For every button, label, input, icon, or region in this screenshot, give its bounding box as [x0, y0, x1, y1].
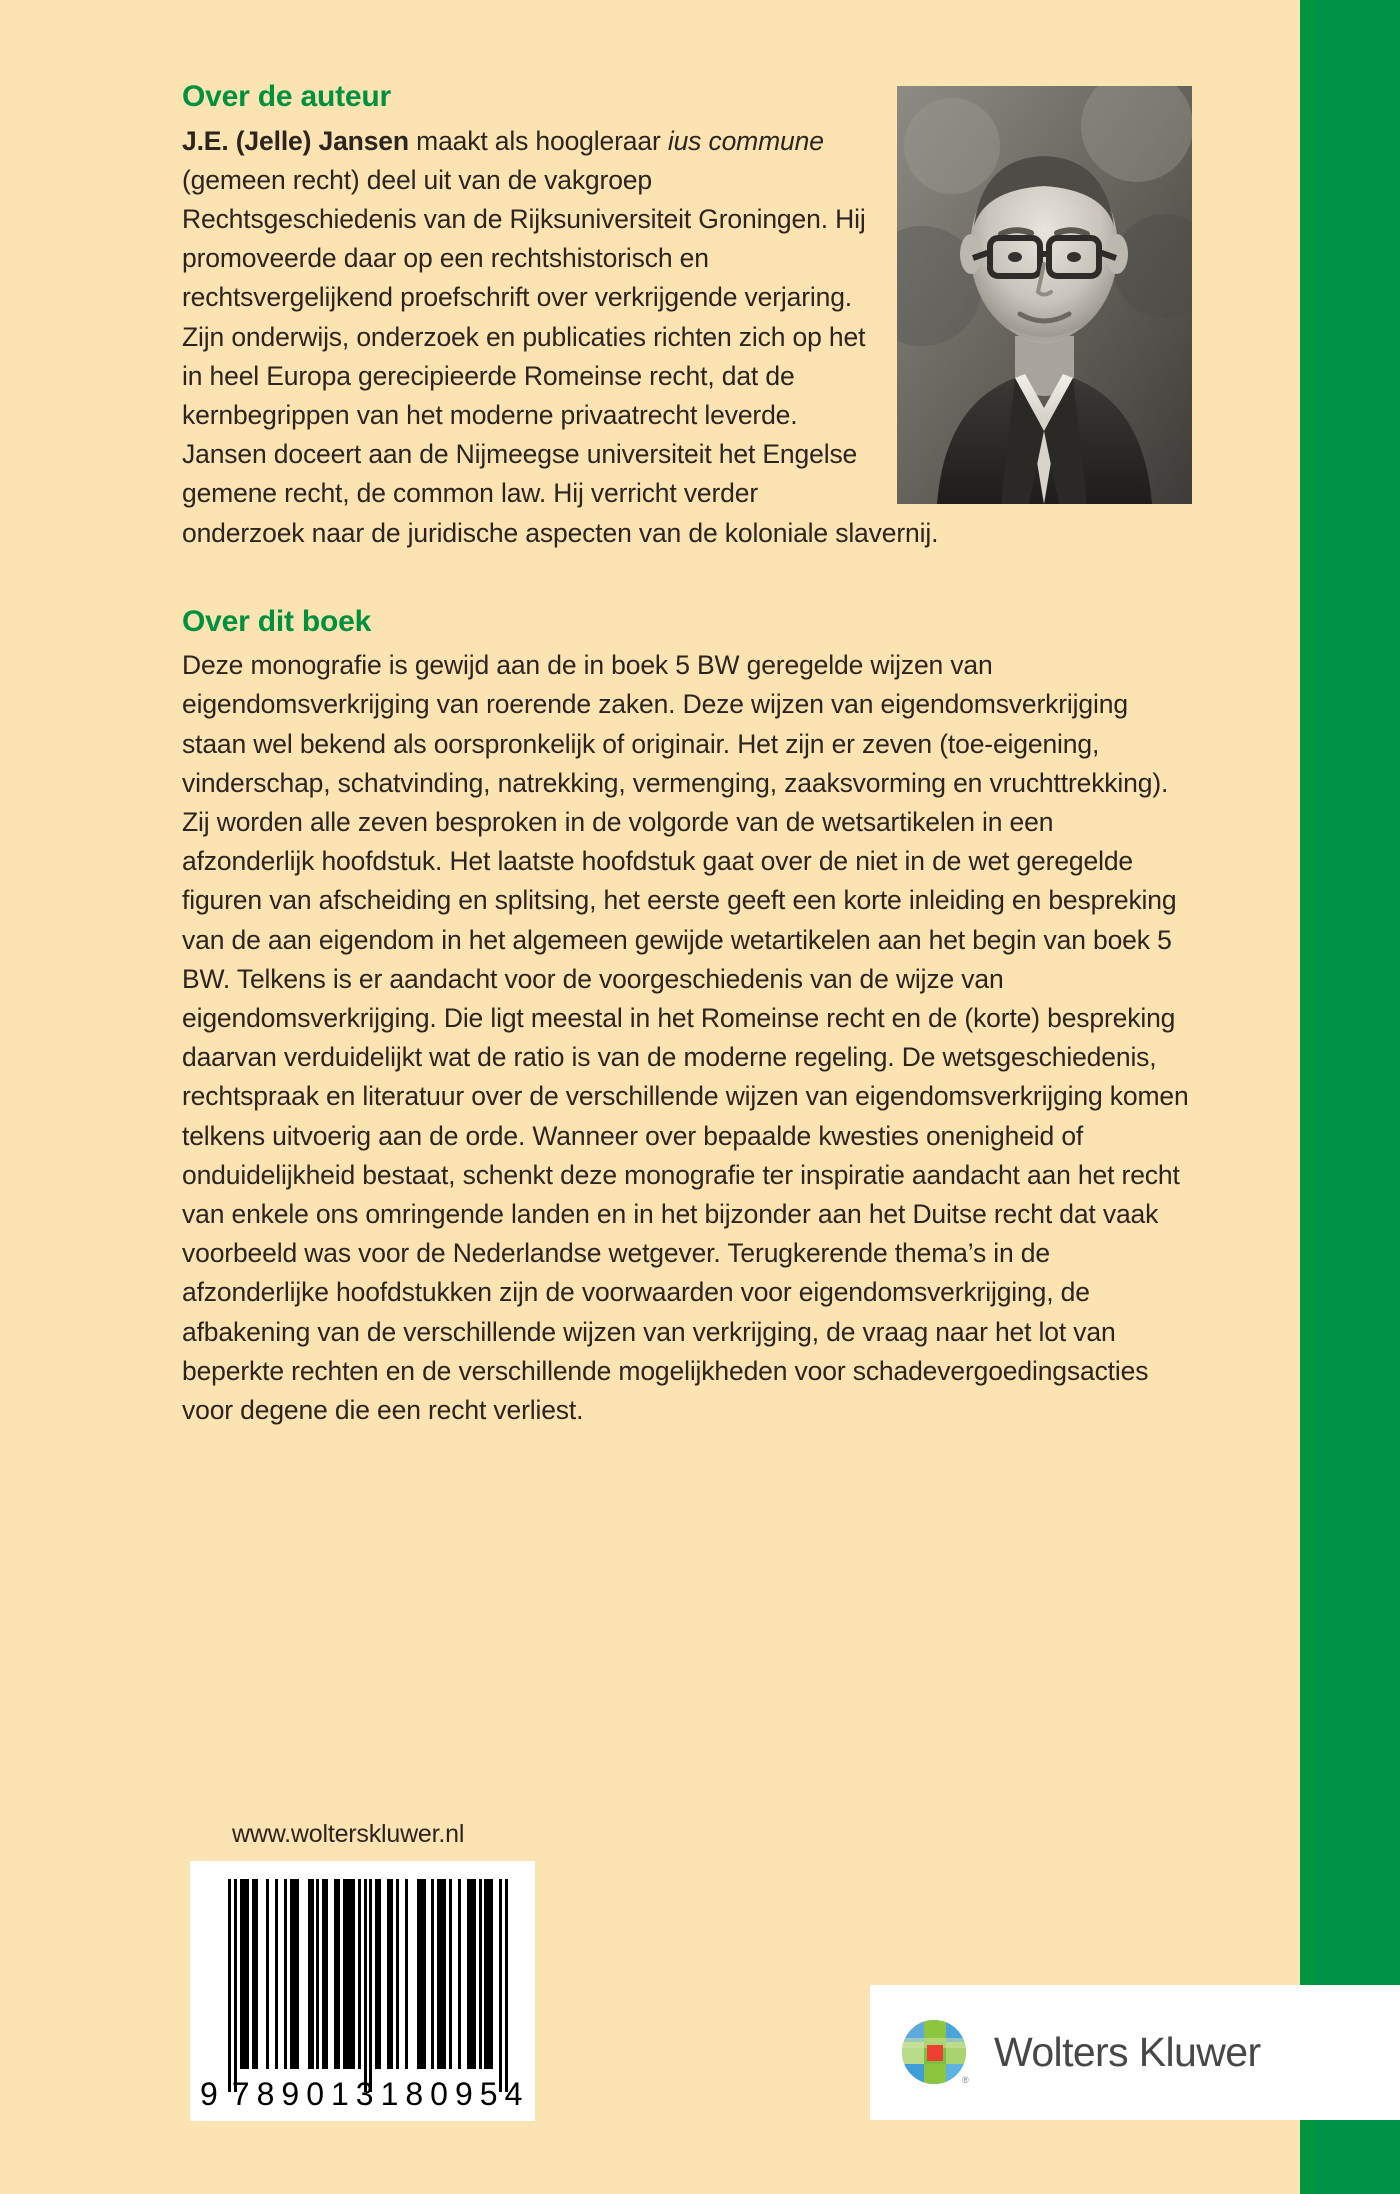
publisher-logo-plate — [870, 1985, 1400, 2120]
author-text-after-name: maakt als hoogleraar — [408, 125, 668, 156]
publisher-name-text: Wolters Kluwer — [994, 2029, 1261, 2075]
wolters-kluwer-globe-icon — [898, 2016, 972, 2090]
spine-band-inner — [1315, 0, 1400, 2194]
publisher-website-url[interactable]: www.wolterskluwer.nl — [232, 1820, 465, 1848]
barcode-bars — [228, 1879, 508, 2069]
globe-icon-svg — [898, 2016, 972, 2090]
barcode-digits — [200, 2076, 530, 2113]
barcode-group-right: 180954 — [380, 2076, 530, 2112]
author-text-rest: (gemeen recht) deel uit van de vakgroep Rechtsgeschiedenis van de Rijksuniversiteit Groningen. Hij promoveerde daar op een rechtshistorisch en rechtsvergelijkend proefschrift over verkrijgende verjaring. Zijn onderwijs, onderzoek en publicaties richten zich op het in heel Europa gerecipieerde Romeinse recht, dat de kernbegrippen van het moderne privaatrecht leverde. Jansen doceert aan de Nijmeegse universiteit het Engelse gemene recht, de common law. Hij verricht verder onderzoek naar de juridische aspecten van de koloniale slavernij. — [182, 164, 939, 548]
publisher-name — [994, 2029, 1261, 2076]
author-italic-term: ius commune — [667, 125, 824, 156]
svg-text:®: ® — [962, 2074, 969, 2085]
author-portrait-image — [897, 86, 1192, 504]
author-name: J.E. (Jelle) Jansen — [182, 125, 409, 156]
isbn-barcode — [190, 1861, 535, 2121]
back-cover-content — [182, 78, 1192, 1430]
about-book-section — [182, 603, 1192, 1431]
about-book-heading: Over dit boek — [182, 604, 372, 638]
about-book-paragraph: Deze monografie is gewijd aan de in boek 5 BW geregelde wijzen van eigendomsverkrijging van roerende zaken. Deze wijzen van eigendomsverkrijging staan wel bekend als oorspronkelijk of originair. Het zijn er zeven (toe-eigening, vinderschap, schatvinding, natrekking, vermenging, zaaksvorming en vruchttrekking). Zij worden alle zeven besproken in de volgorde van de wetsartikelen in een afzonderlijk hoofdstuk. Het laatste hoofdstuk gaat over de niet in de wet geregelde figuren van afscheiding en splitsing, het eerste geeft een korte inleiding en bespreking van de aan eigendom in het algemeen gewijde wetartikelen aan het begin van boek 5 BW. Telkens is er aandacht voor de voorgeschiedenis van de wijze van eigendomsverkrijging. Die ligt meestal in het Romeinse recht en de (korte) bespreking daarvan verduidelijkt wat de ratio is van de moderne regeling. De wetsgeschiedenis, rechtspraak en literatuur over de verschillende wijzen van eigendomsverkrijging komen telkens uitvoerig aan de orde. Wanneer over bepaalde kwesties onenigheid of onduidelijkheid bestaat, schenkt deze monografie ter inspiratie aandacht aan het recht van enkele ons omringende landen en in het bijzonder aan het Duitse recht dat vaak voorbeeld was voor de Nederlandse wetgever. Terugkerende thema’s in de afzonderlijke hoofdstukken zijn de voorwaarden voor eigendomsverkrijging, de afbakening van de verschillende wijzen van verkrijging, de vraag naar het lot van beperkte rechten en de verschillende mogelijkheden voor schadevergoedingsacties voor degene die een recht verliest. — [182, 650, 1189, 1426]
barcode-lead-digit: 9 — [200, 2076, 218, 2112]
spine-band — [1300, 0, 1400, 2194]
about-author-heading: Over de auteur — [182, 80, 391, 113]
author-portrait — [897, 86, 1192, 504]
barcode-group-left: 789013 — [231, 2076, 381, 2112]
about-author-section — [182, 78, 1192, 553]
